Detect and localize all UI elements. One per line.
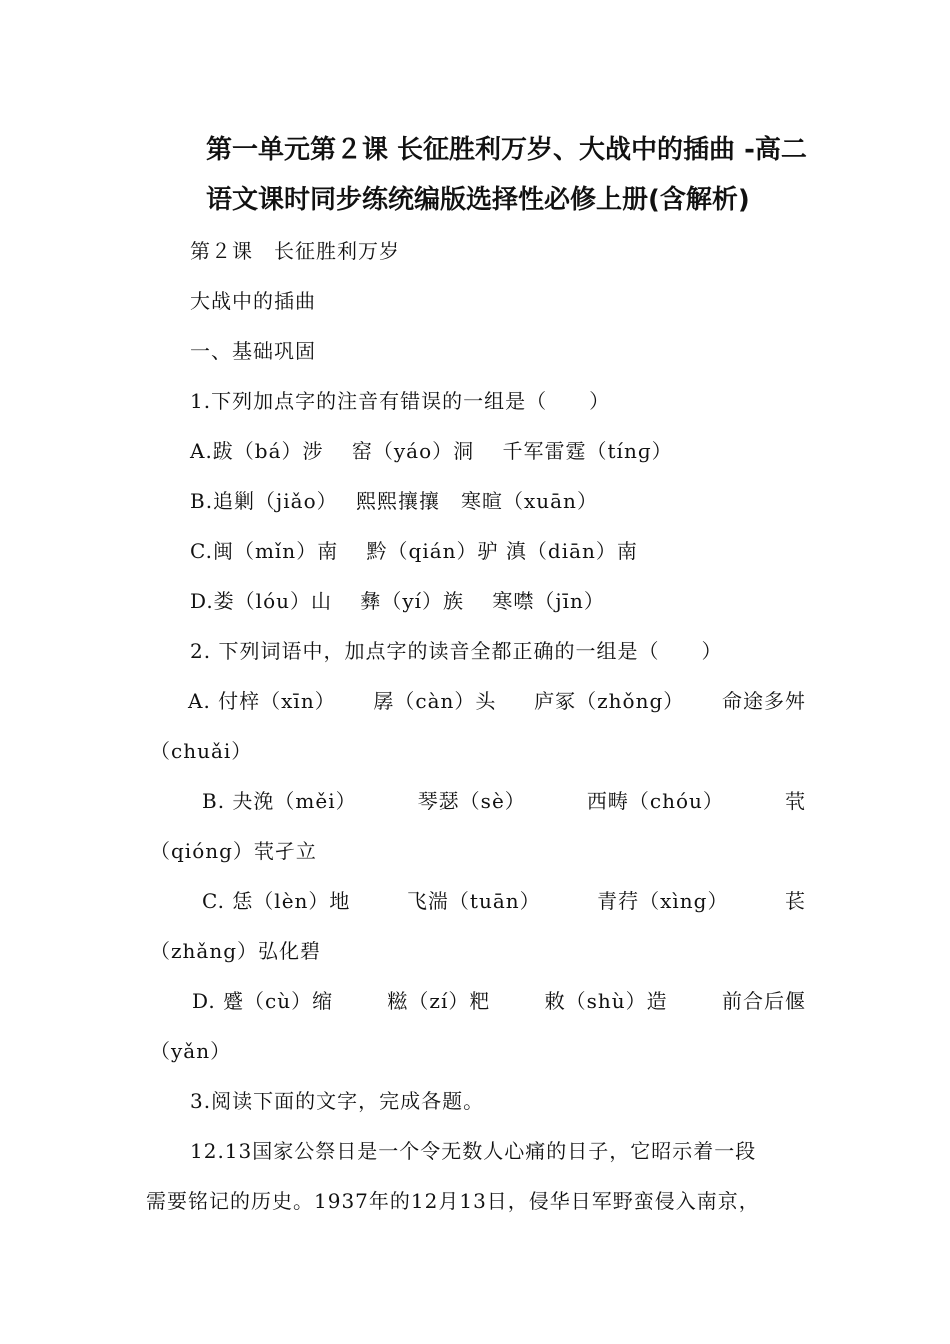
question-1-option-d: D.娄（lóu）山 彝（yí）族 寒噤（jīn） (190, 589, 605, 613)
option-d-part: 糍（zí）粑 (387, 989, 491, 1013)
question-1-option-b: B.追剿（jiǎo） 熙熙攘攘 寒暄（xuān） (190, 489, 598, 513)
option-b-part: B. 夬浼（měi） (202, 789, 357, 813)
option-c-part: C. 恁（lèn）地 (202, 889, 351, 913)
question-3-stem: 3.阅读下面的文字，完成各题。 (190, 1089, 485, 1113)
question-1-option-a: A.跋（bá）涉 窑（yáo）洞 千军雷霆（tínɡ） (190, 439, 673, 463)
question-2-option-d-continued: （yǎn） (150, 1039, 232, 1063)
question-2-option-a-continued: （chuǎi） (150, 739, 253, 763)
option-b-part: 西畴（chóu） (586, 789, 724, 813)
option-a-part: 命途多舛 (722, 689, 806, 713)
option-d-part: 前合后偃 (721, 989, 806, 1013)
question-2-option-b (202, 786, 806, 816)
question-2-option-c (202, 886, 806, 916)
question-1-stem: 1.下列加点字的注音有错误的一组是（ ） (190, 389, 611, 413)
lesson-subtitle: 大战中的插曲 (190, 289, 316, 313)
section-heading: 一、基础巩固 (190, 339, 316, 363)
passage-line-2: 需要铭记的历史。1937年的12月13日，侵华日军野蛮侵入南京， (146, 1189, 760, 1213)
passage-line-1: 12.13国家公祭日是一个令无数人心痛的日子，它昭示着一段 (190, 1139, 757, 1163)
question-2-option-a (188, 686, 806, 716)
question-1-option-c: C.闽（mǐn）南 黔（qián）驴 滇（diān）南 (190, 539, 638, 563)
question-2-option-b-continued: （qióng）茕孑立 (150, 839, 317, 863)
option-c-part: 飞湍（tuān） (406, 889, 541, 913)
question-2-option-c-continued: （zhǎng）弘化碧 (150, 939, 322, 963)
option-b-part: 茕 (784, 789, 806, 813)
option-a-part: A. 付梓（xīn） (188, 689, 336, 713)
option-b-part: 琴瑟（sè） (417, 789, 526, 813)
question-2-stem: 2. 下列词语中，加点字的读音全都正确的一组是（ ） (190, 639, 723, 663)
question-2-option-d (192, 986, 806, 1016)
option-d-part: 敕（shù）造 (544, 989, 668, 1013)
option-a-part: 孱（càn）头 (373, 689, 497, 713)
option-c-part: 青荇（xìng） (597, 889, 729, 913)
option-a-part: 庐冢（zhǒng） (534, 689, 685, 713)
document-title-line-1: 第一单元第２课 长征胜利万岁、大战中的插曲 -高二 (206, 135, 807, 165)
option-c-part: 苌 (784, 889, 806, 913)
document-title-line-2: 语文课时同步练统编版选择性必修上册(含解析) (206, 185, 750, 215)
lesson-title: 第２课 长征胜利万岁 (190, 239, 400, 263)
option-d-part: D. 蹙（cù）缩 (192, 989, 334, 1013)
